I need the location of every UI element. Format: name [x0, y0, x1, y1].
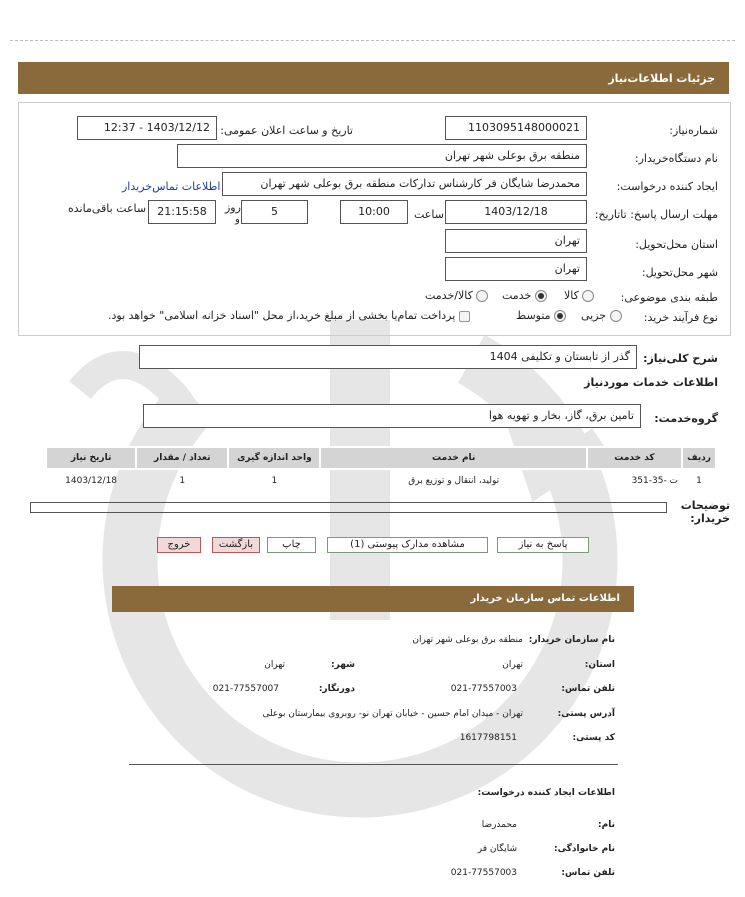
category-both-text: کالا/خدمت [425, 289, 473, 302]
contact-province-value: تهران [502, 660, 523, 670]
exit-button[interactable]: خروج [157, 537, 201, 553]
contact-fax-label: دورنگار: [318, 684, 355, 694]
reply-button[interactable]: پاسخ به نیاز [497, 537, 589, 553]
payment-note [108, 309, 470, 322]
contact-phone-value: 021-77557003 [450, 684, 517, 694]
category-goods-text: کالا [564, 289, 579, 302]
need-number-label: شماره‌نیاز: [669, 124, 718, 137]
buyer-contact-link[interactable]: اطلاعات تماس‌خریدار [122, 180, 221, 193]
cell-row: 1 [696, 476, 702, 486]
purchase-medium-option[interactable] [516, 309, 566, 322]
top-divider [10, 40, 735, 41]
category-service-radio[interactable] [535, 290, 547, 302]
service-group-label: گروه‌خدمت: [654, 412, 718, 425]
creator-family-label: نام خانوادگی: [553, 844, 615, 854]
purchase-medium-text: متوسط [516, 309, 551, 322]
creator-title: اطلاعات ایجاد کننده درخواست: [477, 788, 615, 798]
category-service-option[interactable] [502, 289, 547, 302]
cell-qty: 1 [179, 476, 186, 486]
contact-title: اطلاعات تماس سازمان خریدار [470, 593, 620, 604]
announce-label: تاریخ و ساعت اعلان عمومی: [220, 124, 353, 137]
buyer-org-field: منطقه برق بوعلی شهر تهران [177, 144, 587, 168]
purchase-medium-radio[interactable] [554, 310, 566, 322]
contact-fax-value: 021-77557007 [212, 684, 279, 694]
payment-checkbox[interactable] [459, 311, 470, 322]
items-table [45, 446, 717, 492]
category-goods-option[interactable] [564, 289, 594, 302]
buyer-notes-field [30, 502, 667, 513]
delivery-province-field: تهران [445, 229, 587, 253]
category-goods-radio[interactable] [582, 290, 594, 302]
col-code-header: کد خدمت [587, 447, 682, 469]
category-both-option[interactable] [425, 289, 488, 302]
table-header-row [46, 447, 716, 469]
section-title: جزئیات اطلاعات‌نیاز [608, 72, 715, 85]
purchase-minor-option[interactable] [581, 309, 622, 322]
col-qty-header: تعداد / مقدار [136, 447, 228, 469]
contact-phone-label: تلفن تماس: [561, 684, 615, 694]
contact-address-label: آدرس پستی: [557, 709, 615, 719]
service-group-field: تامین برق، گاز، بخار و تهویه هوا [143, 404, 641, 428]
cell-name: تولید، انتقال و توزیع برق [408, 476, 500, 486]
deadline-time-label: ساعت [414, 208, 444, 221]
creator-phone-label: تلفن تماس: [561, 868, 615, 878]
section-header [18, 62, 729, 94]
creator-phone-value: 021-77557003 [450, 868, 517, 878]
creator-name-value: محمدرضا [481, 820, 517, 830]
delivery-province-label: استان محل‌تحویل: [635, 238, 718, 251]
print-button[interactable]: چاپ [267, 537, 316, 553]
requester-label: ایجاد کننده درخواست: [616, 180, 718, 193]
cell-code: ت -35-351 [631, 476, 679, 486]
contact-postal-label: کد پستی: [572, 733, 615, 743]
table-row [46, 469, 716, 492]
deadline-time-field: 10:00 [340, 200, 408, 224]
day-label: روز [225, 201, 241, 214]
category-both-radio[interactable] [476, 290, 488, 302]
contact-city-label: شهر: [331, 660, 355, 670]
announce-date-field: 1403/12/12 - 12:37 [77, 116, 217, 140]
day-count-field: 5 [241, 200, 308, 224]
remaining-label: ساعت باقی‌مانده [68, 202, 147, 215]
category-label: طبقه بندی موضوعی: [620, 291, 718, 304]
purchase-type-label: نوع فرآیند خرید: [643, 311, 718, 324]
payment-note-text: پرداخت تمام‌یا بخشی از مبلغ خرید،از محل "اسناد خزانه اسلامی" خواهد بود. [108, 309, 456, 322]
col-name-header: نام خدمت [320, 447, 586, 469]
deadline-label: مهلت ارسال پاسخ: تاتاریخ: [594, 208, 718, 221]
deadline-date-field: 1403/12/18 [445, 200, 587, 224]
day-and-label: و [235, 214, 240, 225]
contact-divider [129, 764, 618, 765]
need-number-field: 1103095148000021 [445, 116, 587, 140]
delivery-city-label: شهر محل‌تحویل: [641, 266, 718, 279]
back-button[interactable]: بازگشت [212, 537, 260, 553]
buyer-notes-label: توضیحات خریدار: [680, 499, 730, 525]
buyer-org-label: نام دستگاه‌خریدار: [634, 152, 718, 165]
creator-name-label: نام: [598, 820, 615, 830]
contact-address-value: تهران - میدان امام حسین - خیابان تهران نو- روبروی بیمارستان بوعلی [262, 709, 523, 719]
category-service-text: خدمت [502, 289, 532, 302]
attachments-button[interactable]: مشاهده مدارک پیوستی (1) [327, 537, 488, 553]
col-date-header: تاریخ نیاز [46, 447, 136, 469]
summary-label: شرح کلی‌نیاز: [643, 352, 718, 365]
purchase-minor-text: جزیی [581, 309, 607, 322]
summary-field: گذر از تابستان و تکلیفی 1404 [139, 345, 637, 369]
cell-unit: 1 [271, 476, 278, 486]
purchase-minor-radio[interactable] [610, 310, 622, 322]
delivery-city-field: تهران [445, 257, 587, 281]
cell-date: 1403/12/18 [65, 476, 118, 486]
contact-province-label: استان: [584, 660, 615, 670]
contact-org-value: منطقه برق بوعلی شهر تهران [412, 635, 523, 645]
col-row-header: ردیف [682, 447, 716, 469]
contact-city-value: تهران [264, 660, 285, 670]
contact-org-label: نام سازمان خریدار: [528, 635, 615, 645]
contact-postal-value: 1617798151 [459, 733, 517, 743]
services-title: اطلاعات خدمات موردنیاز [584, 376, 718, 389]
remaining-time-field: 21:15:58 [148, 200, 216, 224]
col-unit-header: واحد اندازه گیری [228, 447, 320, 469]
creator-family-value: شایگان فر [477, 844, 517, 854]
contact-header [112, 586, 634, 612]
requester-field: محمدرضا شایگان فر کارشناس تدارکات منطقه برق بوعلی شهر تهران [222, 172, 587, 196]
